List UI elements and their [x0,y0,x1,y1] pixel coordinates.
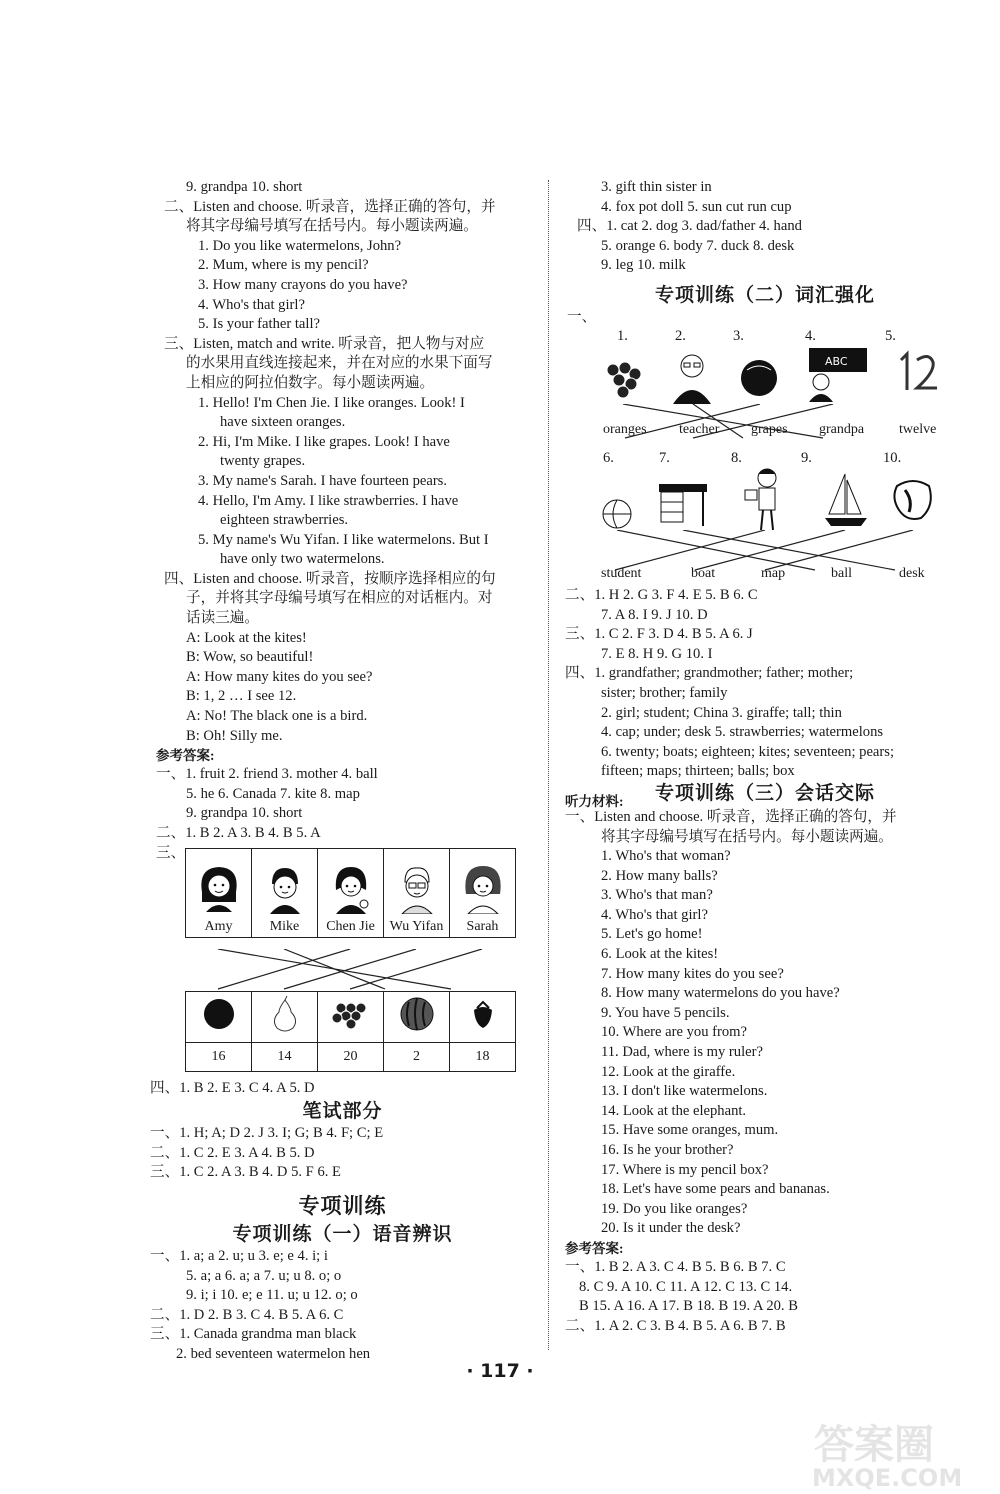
watermark-url: MXQE.COM [812,1464,963,1490]
pic-number: 8. [731,449,742,466]
pic-number: 4. [805,327,816,344]
list-item: 13. I don't like watermelons. [601,1083,768,1100]
list-item: 6. Look at the kites! [601,946,719,963]
answer-line: 一、1. B 2. A 3. C 4. B 5. B 6. B 7. C [565,1258,786,1275]
watermark-logo-text: 答案圈 [814,1422,934,1468]
answer-line: 3. gift thin sister in [601,179,712,195]
pic-word: map [761,565,786,581]
text-line: 3. How many crayons do you have? [198,276,408,293]
fruit-cell [186,991,252,1042]
text-line: 的水果用直线连接起来，并在对应的水果下面写 [186,355,493,372]
answer-line: 4. fox pot doll 5. sun cut run cup [601,198,792,215]
kid-name: Amy [204,918,233,934]
fruit-number: 14 [252,1042,318,1071]
answer-line: 5. a; a 6. a; a 7. u; u 8. o; o [186,1267,342,1284]
answer-line: 2. bed seventeen watermelon hen [176,1345,371,1362]
text-line: have only two watermelons. [220,551,385,568]
text-line: twenty grapes. [220,453,306,470]
list-item: 8. How many watermelons do you have? [601,985,840,1002]
answer-line: 6. twenty; boats; eighteen; kites; seventeen; pears; [601,743,895,760]
text-line: 话读三遍。 [186,610,259,627]
orange-icon [737,356,783,400]
sp3-heading: 专项训练（三）会话交际 [654,781,875,804]
sp3-header-row [565,782,965,808]
answer-line: 4. cap; under; desk 5. strawberries; watermelons [601,724,884,741]
pic-word: boat [691,565,716,581]
map-icon [889,476,937,526]
number-twelve-icon [889,350,945,398]
list-item: 12. Look at the giraffe. [601,1063,736,1080]
text-line: 5. My name's Wu Yifan. I like watermelons. But I [198,531,489,548]
answer-line: 四、1. B 2. E 3. C 4. A 5. D [150,1079,315,1096]
picture-match-2 [565,446,965,586]
match-line [623,404,823,438]
list-item: 10. Where are you from? [601,1024,748,1041]
watermelon-icon [397,994,437,1034]
boat-icon [821,470,871,532]
ball-icon [597,496,637,532]
column-divider [548,180,549,1350]
list-item: 7. How many kites do you see? [601,965,784,982]
list-item: 2. How many balls? [601,867,718,884]
fruit-number: 20 [318,1042,384,1071]
answer-line: 7. E 8. H 9. G 10. I [601,645,713,662]
answer-line: 5. he 6. Canada 7. kite 8. map [186,785,360,802]
board-text: ABC [825,354,848,368]
kid-name: Wu Yifan [389,918,444,934]
kid-wu-yifan [384,848,450,937]
answer-label: 一、 [567,308,597,325]
answer-line: B 15. A 16. A 17. B 18. B 19. A 20. B [579,1298,798,1315]
answer-line: 二、1. B 2. A 3. B 4. B 5. A [156,825,321,841]
kid-name: Sarah [466,918,499,934]
written-part-heading: 笔试部分 [302,1100,383,1123]
grapes-icon [329,994,373,1034]
girl-curly-icon [458,862,508,914]
list-item: 1. Who's that woman? [601,848,731,865]
answer-line: 一、1. fruit 2. friend 3. mother 4. ball [156,766,378,783]
listening-label: 听力材料: [565,793,624,809]
section-title: 四、Listen and choose. 听录音，按顺序选择相应的句 [164,570,496,587]
sp2-heading: 专项训练（二）词汇强化 [654,283,875,306]
answer-line: 9. leg 10. milk [601,257,686,274]
answer-line: 2. girl; student; China 3. giraffe; tall; thin [601,704,842,721]
pic-word: teacher [679,421,720,437]
fruits-table [185,991,516,1072]
text-line: 子，并将其字母编号填写在相应的对话框内。对 [186,590,493,607]
kid-amy [186,848,252,937]
dialogue-line: B: Wow, so beautiful! [186,649,314,666]
answer-line: 9. i; i 10. e; e 11. u; u 12. o; o [186,1287,358,1304]
girl-icon [194,862,244,914]
answer-line: 四、1. cat 2. dog 3. dad/father 4. hand [577,218,802,235]
answer-label: 参考答案: [156,748,215,764]
strawberry-icon [463,994,503,1034]
right-column [565,178,965,1336]
text-line: 将其字母编号填写在括号内。每小题读两遍。 [601,828,893,845]
match-line [615,530,765,570]
dialogue-line: A: No! The black one is a bird. [186,708,368,725]
text-line: 1. Do you like watermelons, John? [198,237,402,254]
pic-number: 7. [659,449,670,466]
pic-number: 6. [603,449,614,466]
text-line: 5. Is your father tall? [198,316,320,333]
section-title: 三、Listen, match and write. 听录音，把人物与对应 [164,335,485,352]
answer-line: 二、1. C 2. E 3. A 4. B 5. D [150,1144,315,1161]
pic-word: twelve [899,421,937,437]
text-line: 3. My name's Sarah. I have fourteen pears. [198,472,448,489]
list-item: 20. Is it under the desk? [601,1220,741,1237]
answer-label: 三、 [156,844,186,861]
match-line [284,949,416,989]
fruit-cell [318,991,384,1042]
fruit-cell [384,991,450,1042]
match-line [218,949,350,989]
pic-number: 3. [733,327,744,344]
list-item: 4. Who's that girl? [601,906,708,923]
answer-line: fifteen; maps; thirteen; balls; box [601,763,795,780]
list-item: 5. Let's go home! [601,926,703,943]
text-line: 4. Who's that girl? [198,296,305,313]
fruit-cell [252,991,318,1042]
list-item: 9. You have 5 pencils. [601,1004,730,1021]
page-number: · 117 · [466,1360,534,1382]
answer-line: 5. orange 6. body 7. duck 8. desk [601,237,795,254]
pic-number: 1. [617,327,628,344]
left-column [150,178,535,1365]
boy-glasses-icon [392,862,442,914]
kids-table [185,848,516,938]
student-icon [741,464,791,534]
boy-icon [260,862,310,914]
picture-match-1 [565,308,965,446]
text-line: 2. Mum, where is my pencil? [198,257,369,274]
list-item: 19. Do you like oranges? [601,1200,748,1217]
kid-mike [252,848,318,937]
text-line: eighteen strawberries. [220,512,349,529]
pear-icon [265,994,305,1034]
text-line: 2. Hi, I'm Mike. I like grapes. Look! I have [198,433,450,450]
dialogue-line: A: How many kites do you see? [186,668,373,685]
pic-number: 5. [885,327,896,344]
sp1-heading: 专项训练（一）语音辨识 [232,1222,453,1245]
pic-word: oranges [603,421,647,437]
fruit-number: 2 [384,1042,450,1071]
answer-line: 三、1. Canada grandma man black [150,1326,357,1343]
pic-number: 2. [675,327,686,344]
answer-label: 参考答案: [565,1240,624,1256]
list-item: 3. Who's that man? [601,887,713,904]
grandpa-icon [669,348,715,404]
section-title: 二、Listen and choose. 听录音，选择正确的答句，并 [164,198,496,215]
dialogue-line: A: Look at the kites! [186,629,307,646]
answer-line: 三、1. C 2. F 3. D 4. B 5. A 6. J [565,626,753,643]
desk-icon [655,480,711,530]
teacher-board-icon [803,346,873,402]
girl-icon [326,862,376,914]
text-line: have sixteen oranges. [220,414,346,431]
list-item: 16. Is he your brother? [601,1142,734,1158]
text-line: 上相应的阿拉伯数字。每小题读两遍。 [186,374,435,391]
watermark-logo [808,1410,993,1490]
special-training-heading: 专项训练 [298,1193,387,1218]
answer-line: 三、1. C 2. A 3. B 4. D 5. F 6. E [150,1164,341,1181]
answer-line: 二、1. A 2. C 3. B 4. B 5. A 6. B 7. B [565,1317,786,1334]
kid-chen-jie [318,848,384,937]
fruit-number: 18 [450,1042,516,1071]
answer-line: 二、1. D 2. B 3. C 4. B 5. A 6. C [150,1306,344,1323]
answer-line: 9. grandpa 10. short [186,805,303,822]
answer-line: 二、1. H 2. G 3. F 4. E 5. B 6. C [565,586,758,603]
answer-line: 一、1. a; a 2. u; u 3. e; e 4. i; i [150,1247,328,1264]
answer-line: 8. C 9. A 10. C 11. A 12. C 13. C 14. [579,1278,793,1295]
pic-number: 9. [801,449,812,466]
kid-sarah [450,848,516,937]
list-item: 18. Let's have some pears and bananas. [601,1181,830,1198]
orange-icon [199,994,239,1034]
list-item: 15. Have some oranges, mum. [601,1122,779,1139]
pic-word: desk [899,565,925,581]
match-figure [150,844,535,1079]
pic-word: ball [831,565,852,581]
section-title: 一、Listen and choose. 听录音，选择正确的答句，并 [565,808,897,825]
answer-line: 四、1. grandfather; grandmother; father; mother; [565,665,854,682]
fruit-cell [450,991,516,1042]
text-line: 9. grandpa 10. short [186,179,303,195]
pic-word: grandpa [819,421,865,437]
text-line: 1. Hello! I'm Chen Jie. I like oranges. Look! I [198,394,465,411]
answer-line: 7. A 8. I 9. J 10. D [601,606,708,623]
pic-number: 10. [883,449,902,466]
pic-word: grapes [751,421,788,437]
dialogue-line: B: 1, 2 … I see 12. [186,688,297,705]
text-line: 将其字母编号填写在括号内。每小题读两遍。 [186,218,478,235]
answer-line: sister; brother; family [601,684,728,701]
answer-line: 一、1. H; A; D 2. J 3. I; G; B 4. F; C; E [150,1125,384,1142]
list-item: 14. Look at the elephant. [601,1102,747,1119]
kid-name: Mike [269,918,300,934]
text-line: 4. Hello, I'm Amy. I like strawberries. I have [198,492,459,509]
pic-word: student [601,565,642,581]
list-item: 11. Dad, where is my ruler? [601,1044,763,1061]
dialogue-line: B: Oh! Silly me. [186,727,283,744]
kid-name: Chen Jie [326,918,375,934]
grapes-icon [603,354,643,402]
fruit-number: 16 [186,1042,252,1071]
list-item: 17. Where is my pencil box? [601,1161,769,1178]
